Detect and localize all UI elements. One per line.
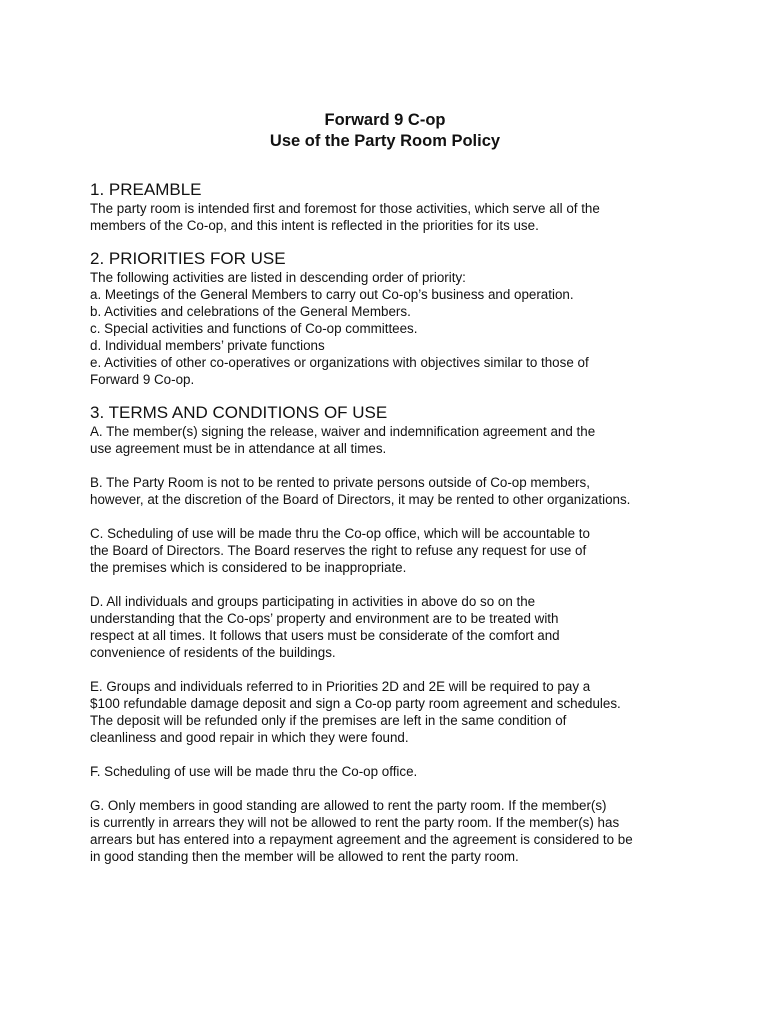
section-priorities [90,249,690,388]
section-preamble [90,180,690,234]
term-paragraph [90,678,690,746]
text-line: use agreement must be in attendance at all times. [90,441,387,456]
text-line: $100 refundable damage deposit and sign a Co-op party room agreement and schedules. [90,696,621,711]
list-item: a. Meetings of the General Members to carry out Co-op’s business and operation. [90,287,574,302]
term-paragraph [90,593,690,661]
text-line: The following activities are listed in descending order of priority: [90,270,466,285]
terms-list [90,423,690,865]
text-line: Forward 9 Co-op. [90,372,195,387]
text-line: understanding that the Co-ops’ property and environment are to be treated with [90,611,559,626]
section-heading: 3. TERMS AND CONDITIONS OF USE [90,403,388,422]
text-line: G. Only members in good standing are allowed to rent the party room. If the member(s) [90,798,607,813]
text-line: E. Groups and individuals referred to in Priorities 2D and 2E will be required to pay a [90,679,591,694]
priorities-list [90,269,690,388]
text-line: the premises which is considered to be inappropriate. [90,560,407,575]
section-terms [90,403,690,865]
document-title: Forward 9 C-op [324,111,446,129]
text-line: cleanliness and good repair in which they were found. [90,730,409,745]
text-line: B. The Party Room is not to be rented to private persons outside of Co-op members, [90,475,590,490]
list-item: d. Individual members’ private functions [90,338,325,353]
text-line: convenience of residents of the buildings. [90,645,336,660]
text-line: D. All individuals and groups participating in activities in above do so on the [90,594,536,609]
section-heading: 1. PREAMBLE [90,180,202,199]
text-line: arrears but has entered into a repayment agreement and the agreement is considered to be [90,832,633,847]
list-item: b. Activities and celebrations of the General Members. [90,304,411,319]
text-line: the Board of Directors. The Board reserves the right to refuse any request for use of [90,543,587,558]
text-line: C. Scheduling of use will be made thru the Co-op office, which will be accountable to [90,526,590,541]
term-paragraph [90,763,690,780]
text-line: The party room is intended first and foremost for those activities, which serve all of the [90,201,600,216]
section-heading: 2. PRIORITIES FOR USE [90,249,286,268]
text-line: A. The member(s) signing the release, waiver and indemnification agreement and the [90,424,596,439]
text-line: however, at the discretion of the Board of Directors, it may be rented to other organizations. [90,492,631,507]
text-line: F. Scheduling of use will be made thru the Co-op office. [90,764,418,779]
term-paragraph [90,797,690,865]
preamble-paragraph [90,200,690,234]
text-line: respect at all times. It follows that users must be considerate of the comfort and [90,628,560,643]
document-page [90,110,690,865]
list-item: c. Special activities and functions of Co-op committees. [90,321,418,336]
text-line: members of the Co-op, and this intent is reflected in the priorities for its use. [90,218,539,233]
document-subtitle: Use of the Party Room Policy [269,132,501,150]
text-line: in good standing then the member will be allowed to rent the party room. [90,849,519,864]
text-line: The deposit will be refunded only if the premises are left in the same condition of [90,713,567,728]
list-item: e. Activities of other co-operatives or organizations with objectives similar to those of [90,355,589,370]
document-title-block [90,110,680,152]
text-line: is currently in arrears they will not be allowed to rent the party room. If the member(s) has [90,815,620,830]
term-paragraph [90,525,690,576]
term-paragraph [90,423,690,457]
term-paragraph [90,474,690,508]
